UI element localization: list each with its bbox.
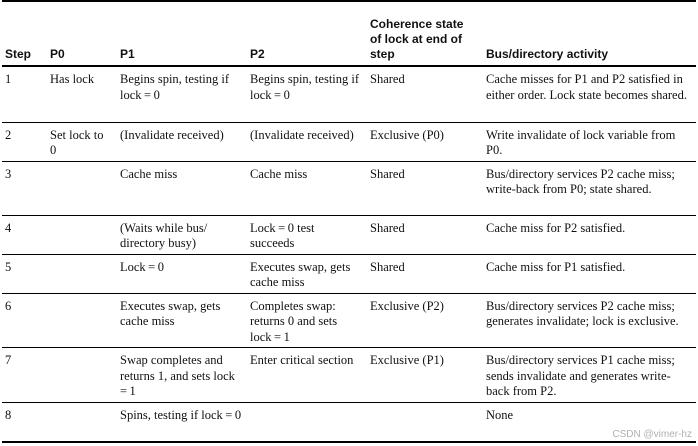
- cell-activity: None: [482, 402, 696, 442]
- cell-activity: Cache miss for P2 satisfied.: [482, 215, 696, 254]
- header-step: Step: [2, 1, 46, 66]
- cell-p1: Swap completes and returns 1, and sets lock = 1: [116, 348, 246, 403]
- cell-step: 7: [2, 348, 46, 403]
- watermark: CSDN @vimer-hz: [612, 429, 692, 440]
- cell-p1: Spins, testing if lock = 0: [116, 402, 246, 442]
- cell-p1: Cache miss: [116, 161, 246, 215]
- cell-step: 4: [2, 215, 46, 254]
- cell-activity: Write invalidate of lock variable from P0.: [482, 122, 696, 161]
- header-p2: P2: [246, 1, 366, 66]
- cell-state: Shared: [366, 161, 482, 215]
- cell-step: 2: [2, 122, 46, 161]
- cell-p1: (Waits while bus/ directory busy): [116, 215, 246, 254]
- cell-p2: Lock = 0 test succeeds: [246, 215, 366, 254]
- cell-p2: (Invalidate received): [246, 122, 366, 161]
- header-coherence-state: Coherence state of lock at end of step: [366, 1, 482, 66]
- cell-state: Exclusive (P0): [366, 122, 482, 161]
- table-row: [2, 161, 696, 215]
- cell-p2: Completes swap: returns 0 and sets lock = 1: [246, 293, 366, 348]
- cell-p2: Cache miss: [246, 161, 366, 215]
- cell-state: Shared: [366, 254, 482, 293]
- cell-p0: [46, 215, 116, 254]
- cell-p0: Has lock: [46, 66, 116, 122]
- cell-activity: Bus/directory services P1 cache miss; sends invalidate and generates write-back from P2.: [482, 348, 696, 403]
- header-bus-activity: Bus/directory activity: [482, 1, 696, 66]
- cell-p1: Executes swap, gets cache miss: [116, 293, 246, 348]
- cell-step: 5: [2, 254, 46, 293]
- cell-activity: Bus/directory services P2 cache miss; generates invalidate; lock is exclusive.: [482, 293, 696, 348]
- cell-step: 6: [2, 293, 46, 348]
- table-row: [2, 215, 696, 254]
- cell-p0: Set lock to 0: [46, 122, 116, 161]
- cell-state: Exclusive (P1): [366, 348, 482, 403]
- cell-p2: Begins spin, testing if lock = 0: [246, 66, 366, 122]
- cell-activity: Cache misses for P1 and P2 satisfied in either order. Lock state becomes shared.: [482, 66, 696, 122]
- table-row: [2, 254, 696, 293]
- cell-p1: (Invalidate received): [116, 122, 246, 161]
- cell-p1: Lock = 0: [116, 254, 246, 293]
- header-p0: P0: [46, 1, 116, 66]
- cell-p2: Enter critical section: [246, 348, 366, 403]
- cell-step: 1: [2, 66, 46, 122]
- cell-p0: [46, 254, 116, 293]
- cell-state: Shared: [366, 215, 482, 254]
- lock-coherence-table: [2, 0, 696, 443]
- cell-p0: [46, 293, 116, 348]
- cell-p2: Executes swap, gets cache miss: [246, 254, 366, 293]
- cell-activity: Cache miss for P1 satisfied.: [482, 254, 696, 293]
- table-header-row: [2, 1, 696, 66]
- table-row: [2, 66, 696, 122]
- cell-step: 8: [2, 402, 46, 442]
- cell-p1: Begins spin, testing if lock = 0: [116, 66, 246, 122]
- cell-p0: [46, 402, 116, 442]
- cell-step: 3: [2, 161, 46, 215]
- cell-p2: [246, 402, 366, 442]
- cell-activity: Bus/directory services P2 cache miss; write-back from P0; state shared.: [482, 161, 696, 215]
- cell-state: Shared: [366, 66, 482, 122]
- cell-state: [366, 402, 482, 442]
- cell-p0: [46, 161, 116, 215]
- table-row: [2, 122, 696, 161]
- cell-p0: [46, 348, 116, 403]
- table-row: [2, 293, 696, 348]
- table-row: [2, 402, 696, 442]
- document-page: [2, 0, 696, 443]
- table-row: [2, 348, 696, 403]
- header-p1: P1: [116, 1, 246, 66]
- cell-state: Exclusive (P2): [366, 293, 482, 348]
